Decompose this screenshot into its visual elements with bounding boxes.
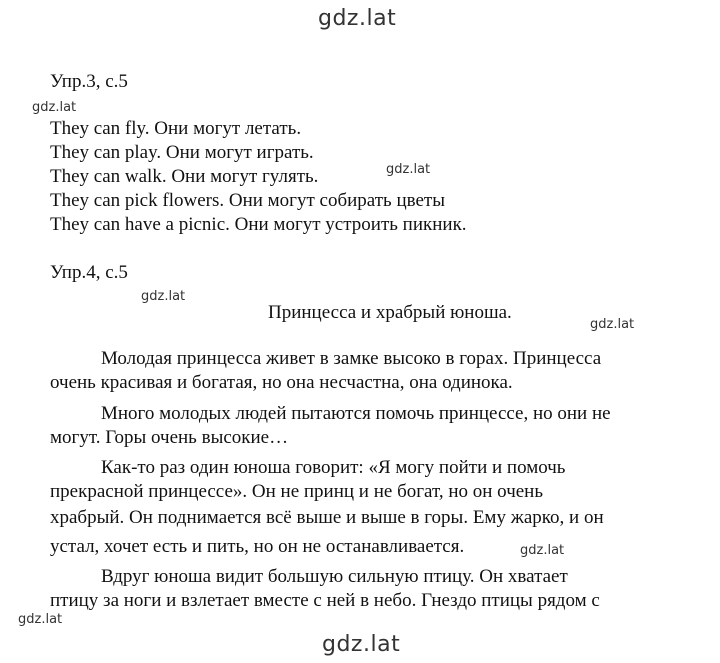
exercise-3-line: They can walk. Они могут гулять. <box>50 166 319 187</box>
story-line: Много молодых людей пытаются помочь принцессе, но они не <box>101 403 611 424</box>
watermark: gdz.lat <box>590 317 635 332</box>
watermark: gdz.lat <box>141 289 186 304</box>
story-line: Как-то раз один юноша говорит: «Я могу пойти и помочь <box>101 457 566 478</box>
watermark: gdz.lat <box>386 162 431 177</box>
watermark-bottom: gdz.lat <box>322 632 401 657</box>
exercise-3-line: They can have a picnic. Они могут устроить пикник. <box>50 214 467 235</box>
exercise-3-heading: Упр.3, с.5 <box>50 71 128 92</box>
story-line: Вдруг юноша видит большую сильную птицу. Он хватает <box>101 566 568 587</box>
exercise-3-line: They can play. Они могут играть. <box>50 142 314 163</box>
story-line: птицу за ноги и взлетает вместе с ней в небо. Гнездо птицы рядом с <box>50 590 600 611</box>
exercise-4-heading: Упр.4, с.5 <box>50 262 128 283</box>
exercise-3-line: They can fly. Они могут летать. <box>50 118 302 139</box>
story-line: храбрый. Он поднимается всё выше и выше в горы. Ему жарко, и он <box>50 507 604 528</box>
story-line: прекрасной принцессе». Он не принц и не богат, но он очень <box>50 481 544 502</box>
story-title: Принцесса и храбрый юноша. <box>268 302 512 323</box>
watermark: gdz.lat <box>18 612 63 627</box>
watermark-top: gdz.lat <box>318 6 397 31</box>
watermark: gdz.lat <box>520 543 565 558</box>
story-line: Молодая принцесса живет в замке высоко в горах. Принцесса <box>101 348 602 369</box>
story-line: очень красивая и богатая, но она несчастна, она одинока. <box>50 372 513 393</box>
story-line: устал, хочет есть и пить, но он не останавливается. <box>50 536 465 557</box>
story-line: могут. Горы очень высокие… <box>50 427 289 448</box>
watermark: gdz.lat <box>32 100 77 115</box>
exercise-3-line: They can pick flowers. Они могут собирать цветы <box>50 190 445 211</box>
